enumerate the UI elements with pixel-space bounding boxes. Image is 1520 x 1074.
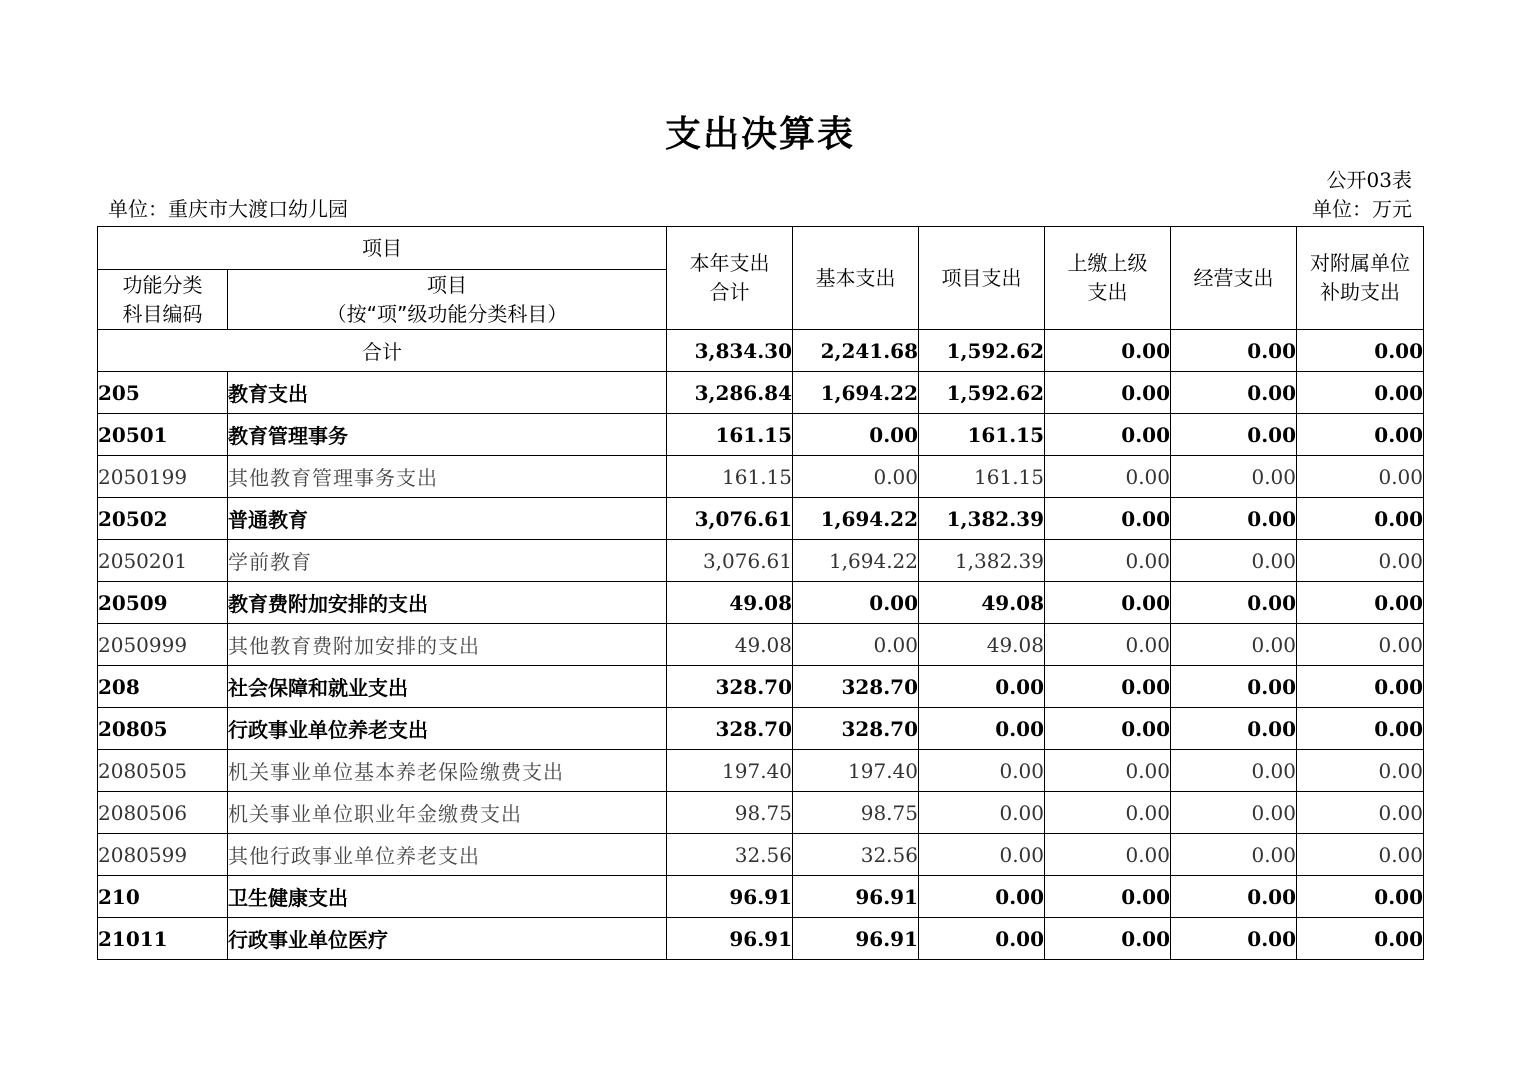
row-subsidy: 0.00 (1297, 918, 1424, 960)
row-subsidy: 0.00 (1297, 792, 1424, 834)
row-total: 3,076.61 (667, 540, 793, 582)
row-business: 0.00 (1171, 666, 1297, 708)
row-upper: 0.00 (1045, 582, 1171, 624)
header-code-line2: 科目编码 (122, 301, 203, 326)
total-row (98, 330, 1424, 372)
row-basic: 0.00 (793, 624, 919, 666)
row-upper: 0.00 (1045, 750, 1171, 792)
row-name: 其他教育管理事务支出 (228, 456, 667, 498)
row-basic: 1,694.22 (793, 540, 919, 582)
row-business: 0.00 (1171, 372, 1297, 414)
row-name: 其他教育费附加安排的支出 (228, 624, 667, 666)
row-project: 1,592.62 (919, 372, 1045, 414)
total-business: 0.00 (1171, 330, 1297, 372)
row-code: 208 (98, 666, 228, 708)
row-subsidy: 0.00 (1297, 750, 1424, 792)
table-row (98, 750, 1424, 792)
row-upper: 0.00 (1045, 372, 1171, 414)
row-basic: 0.00 (793, 456, 919, 498)
row-basic: 1,694.22 (793, 372, 919, 414)
row-name: 机关事业单位职业年金缴费支出 (228, 792, 667, 834)
row-project: 0.00 (919, 750, 1045, 792)
row-name: 学前教育 (228, 540, 667, 582)
row-project: 0.00 (919, 666, 1045, 708)
row-subsidy: 0.00 (1297, 876, 1424, 918)
table-row (98, 498, 1424, 540)
row-basic: 32.56 (793, 834, 919, 876)
row-subsidy: 0.00 (1297, 456, 1424, 498)
row-total: 328.70 (667, 708, 793, 750)
row-basic: 1,694.22 (793, 498, 919, 540)
row-upper: 0.00 (1045, 666, 1171, 708)
row-project: 0.00 (919, 708, 1045, 750)
expenditure-table (97, 226, 1424, 960)
row-subsidy: 0.00 (1297, 372, 1424, 414)
row-subsidy: 0.00 (1297, 834, 1424, 876)
row-subsidy: 0.00 (1297, 624, 1424, 666)
row-project: 0.00 (919, 834, 1045, 876)
row-project: 161.15 (919, 414, 1045, 456)
row-code: 21011 (98, 918, 228, 960)
row-name: 社会保障和就业支出 (228, 666, 667, 708)
total-amount: 3,834.30 (667, 330, 793, 372)
header-project-exp: 项目支出 (919, 227, 1045, 330)
row-subsidy: 0.00 (1297, 666, 1424, 708)
row-total: 96.91 (667, 876, 793, 918)
row-upper: 0.00 (1045, 708, 1171, 750)
header-total-line1: 本年支出 (689, 251, 770, 275)
row-project: 1,382.39 (919, 498, 1045, 540)
table-row (98, 624, 1424, 666)
header-upper (1045, 227, 1171, 330)
row-name: 教育管理事务 (228, 414, 667, 456)
row-business: 0.00 (1171, 414, 1297, 456)
row-project: 49.08 (919, 582, 1045, 624)
table-row (98, 372, 1424, 414)
row-business: 0.00 (1171, 456, 1297, 498)
header-total-line2: 合计 (709, 280, 750, 304)
form-number: 公开03表 (1326, 168, 1412, 192)
row-basic: 328.70 (793, 708, 919, 750)
row-basic: 197.40 (793, 750, 919, 792)
row-subsidy: 0.00 (1297, 708, 1424, 750)
table-row (98, 582, 1424, 624)
table-row (98, 456, 1424, 498)
row-total: 3,286.84 (667, 372, 793, 414)
row-project: 0.00 (919, 792, 1045, 834)
total-subsidy: 0.00 (1297, 330, 1424, 372)
row-basic: 0.00 (793, 582, 919, 624)
row-business: 0.00 (1171, 918, 1297, 960)
row-name: 行政事业单位养老支出 (228, 708, 667, 750)
row-total: 197.40 (667, 750, 793, 792)
header-total (667, 227, 793, 330)
row-project: 0.00 (919, 876, 1045, 918)
total-project: 1,592.62 (919, 330, 1045, 372)
row-basic: 96.91 (793, 918, 919, 960)
row-project: 0.00 (919, 918, 1045, 960)
table-row (98, 708, 1424, 750)
table-row (98, 834, 1424, 876)
row-name: 教育费附加安排的支出 (228, 582, 667, 624)
row-code: 2080599 (98, 834, 228, 876)
header-code-line1: 功能分类 (122, 272, 203, 297)
row-code: 210 (98, 876, 228, 918)
table-row (98, 540, 1424, 582)
row-business: 0.00 (1171, 750, 1297, 792)
header-upper-line1: 上缴上级 (1067, 251, 1148, 275)
row-name: 机关事业单位基本养老保险缴费支出 (228, 750, 667, 792)
row-upper: 0.00 (1045, 624, 1171, 666)
row-upper: 0.00 (1045, 414, 1171, 456)
row-upper: 0.00 (1045, 834, 1171, 876)
total-label: 合计 (98, 330, 667, 372)
row-subsidy: 0.00 (1297, 498, 1424, 540)
row-business: 0.00 (1171, 876, 1297, 918)
row-code: 2080506 (98, 792, 228, 834)
row-total: 49.08 (667, 582, 793, 624)
row-code: 20805 (98, 708, 228, 750)
row-business: 0.00 (1171, 834, 1297, 876)
row-code: 2050201 (98, 540, 228, 582)
unit-name: 单位：重庆市大渡口幼儿园 (108, 197, 348, 221)
row-upper: 0.00 (1045, 876, 1171, 918)
row-name: 普通教育 (228, 498, 667, 540)
row-name: 其他行政事业单位养老支出 (228, 834, 667, 876)
header-basic: 基本支出 (793, 227, 919, 330)
row-business: 0.00 (1171, 708, 1297, 750)
header-code (98, 270, 228, 330)
row-business: 0.00 (1171, 582, 1297, 624)
row-business: 0.00 (1171, 624, 1297, 666)
row-code: 2080505 (98, 750, 228, 792)
header-item-line1: 项目 (427, 272, 467, 297)
table-row (98, 876, 1424, 918)
table-row (98, 414, 1424, 456)
table-row (98, 792, 1424, 834)
row-project: 1,382.39 (919, 540, 1045, 582)
row-name: 卫生健康支出 (228, 876, 667, 918)
row-basic: 328.70 (793, 666, 919, 708)
row-basic: 96.91 (793, 876, 919, 918)
row-total: 32.56 (667, 834, 793, 876)
row-upper: 0.00 (1045, 918, 1171, 960)
row-total: 98.75 (667, 792, 793, 834)
row-basic: 98.75 (793, 792, 919, 834)
row-business: 0.00 (1171, 540, 1297, 582)
row-code: 20502 (98, 498, 228, 540)
row-total: 328.70 (667, 666, 793, 708)
row-basic: 0.00 (793, 414, 919, 456)
row-code: 205 (98, 372, 228, 414)
row-project: 49.08 (919, 624, 1045, 666)
header-item-line2: （按“项”级功能分类科目） (326, 301, 568, 326)
header-upper-line2: 支出 (1087, 280, 1128, 304)
row-upper: 0.00 (1045, 540, 1171, 582)
header-project: 项目 (98, 227, 667, 270)
total-basic: 2,241.68 (793, 330, 919, 372)
header-item (228, 270, 667, 330)
row-code: 20509 (98, 582, 228, 624)
row-code: 2050999 (98, 624, 228, 666)
table-row (98, 666, 1424, 708)
row-name: 教育支出 (228, 372, 667, 414)
table-row (98, 918, 1424, 960)
row-total: 49.08 (667, 624, 793, 666)
row-subsidy: 0.00 (1297, 582, 1424, 624)
row-total: 161.15 (667, 414, 793, 456)
header-subsidy-line1: 对附属单位 (1310, 251, 1410, 275)
row-business: 0.00 (1171, 792, 1297, 834)
total-upper: 0.00 (1045, 330, 1171, 372)
page-title: 支出决算表 (664, 114, 855, 155)
header-subsidy (1297, 227, 1424, 330)
row-code: 20501 (98, 414, 228, 456)
row-upper: 0.00 (1045, 498, 1171, 540)
row-name: 行政事业单位医疗 (228, 918, 667, 960)
unit-measure: 单位：万元 (1312, 197, 1412, 221)
row-total: 96.91 (667, 918, 793, 960)
row-total: 3,076.61 (667, 498, 793, 540)
row-business: 0.00 (1171, 498, 1297, 540)
header-business: 经营支出 (1171, 227, 1297, 330)
row-project: 161.15 (919, 456, 1045, 498)
row-subsidy: 0.00 (1297, 540, 1424, 582)
row-code: 2050199 (98, 456, 228, 498)
header-subsidy-line2: 补助支出 (1320, 280, 1400, 304)
row-upper: 0.00 (1045, 792, 1171, 834)
row-total: 161.15 (667, 456, 793, 498)
row-subsidy: 0.00 (1297, 414, 1424, 456)
row-upper: 0.00 (1045, 456, 1171, 498)
